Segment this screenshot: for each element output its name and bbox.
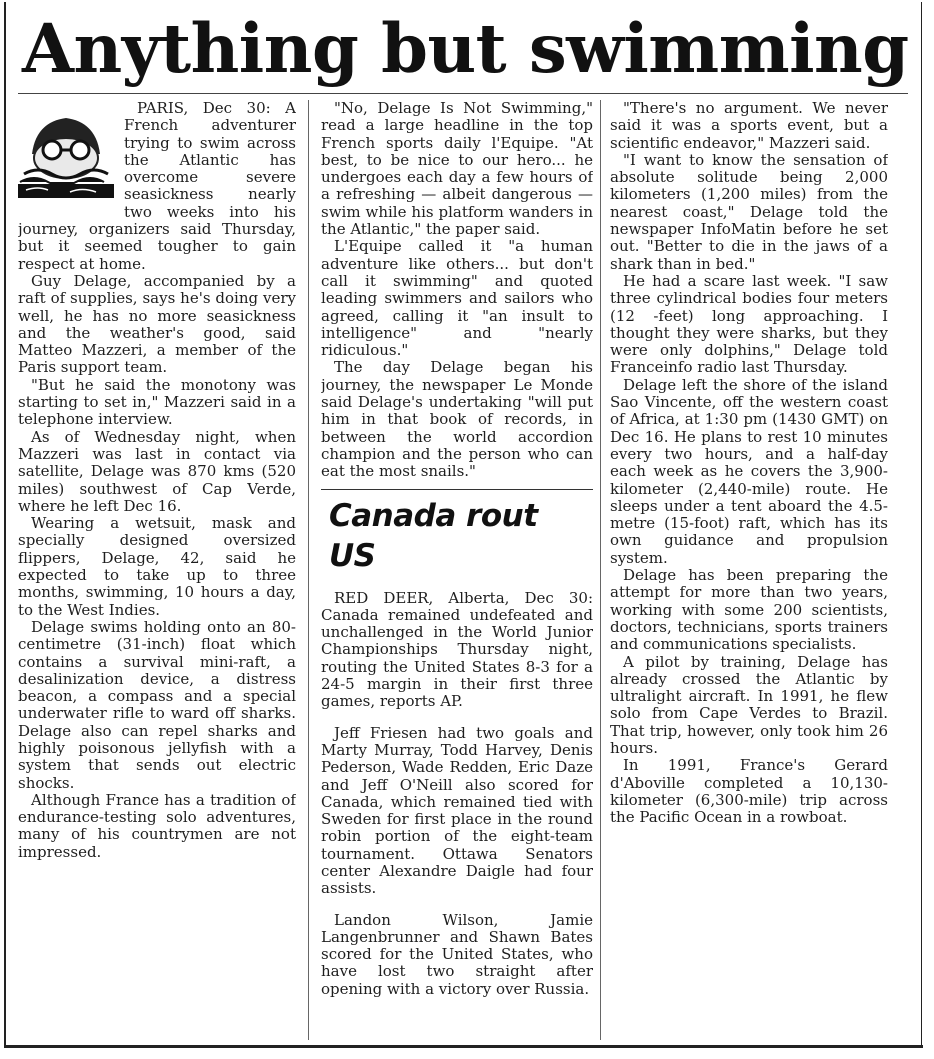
column-divider: [600, 100, 601, 1040]
sidebar-paragraph: Landon Wilson, Jamie Langenbrunner and Shawn Bates scored for the United States, who have lost two straight after opening with a victory over Russia.: [321, 910, 593, 998]
sidebar-headline: Canada rout US: [329, 497, 538, 574]
bottom-border: [4, 1045, 923, 1048]
article-paragraph: L'Equipe called it "a human adventure like others... but don't call it swimming" and quoted leading swimmers and sailors who agreed, calling it "an insult to intelligence" and "nearly ridiculous.": [321, 237, 593, 360]
section-rule: [321, 489, 593, 490]
right-border: [921, 2, 922, 1045]
column-1: [18, 100, 296, 1045]
article-paragraph: Delage has been preparing the attempt for more than two years, working with some 200 scientists, doctors, technicians, sports trainers and communications specialists.: [610, 566, 888, 654]
article-paragraph: "But he said the monotony was starting to set in," Mazzeri said in a telephone interview.: [18, 375, 296, 429]
column-divider: [308, 100, 309, 1040]
sidebar-paragraph: RED DEER, Alberta, Dec 30: Canada remained undefeated and unchallenged in the World Junior Championships Thursday night, routing the United States 8-3 for a 24-5 margin in their first three games, reports AP.: [321, 588, 593, 711]
article-paragraph: PARIS, Dec 30: A French adventurer trying to swim across the Atlantic has overcome severe seasickness nearly two weeks into his journey, organizers said Thursday, but it seemed tougher to gain respect at home.: [18, 100, 296, 273]
column-2: [321, 100, 593, 1045]
article-paragraph: He had a scare last week. "I saw three cylindrical bodies four meters (12 -feet) long approaching. I thought they were sharks, but they were only dolphins," Delage told Franceinfo radio last Thursday.: [610, 271, 888, 377]
left-border: [4, 2, 6, 1045]
headline-rule: [18, 93, 908, 94]
article-paragraph: Guy Delage, accompanied by a raft of supplies, says he's doing very well, he has no more seasickness and the weather's good, said Matteo Mazzeri, a member of the Paris support team.: [18, 271, 296, 377]
article-paragraph: "I want to know the sensation of absolute solitude being 2,000 kilometers (1,200 miles) from the nearest coast," Delage told the newspaper InfoMatin before he set out. "Better to die in the jaws of a shark than in bed.": [610, 150, 888, 273]
article-paragraph: The day Delage began his journey, the newspaper Le Monde said Delage's undertaking "will put him in that book of records, in between the world accordion champion and the person who can eat the most snails.": [321, 358, 593, 481]
article-paragraph: Wearing a wetsuit, mask and specially designed oversized flippers, Delage, 42, said he expected to take up to three months, swimming, 10 hours a day, to the West Indies.: [18, 514, 296, 619]
article-paragraph: "No, Delage Is Not Swimming," read a large headline in the top French sports daily l'Equipe. "At best, to be nice to our hero... he undergoes each day a few hours of a refreshing — albeit dangerous — swim while his platform wanders in the Atlantic," the paper said.: [321, 100, 593, 239]
article-paragraph: Delage swims holding onto an 80-centimetre (31-inch) float which contains a survival mini-raft, a desalinization device, a distress beacon, a compass and a special underwater rifle to ward off sharks. Delage also can repel sharks and highly poisonous jellyfish with a system that sends out electric shocks.: [18, 617, 296, 792]
column-3: [610, 100, 888, 1045]
article-paragraph: Although France has a tradition of endurance-testing solo adventures, many of his countrymen are not impressed.: [18, 790, 296, 861]
article-paragraph: A pilot by training, Delage has already crossed the Atlantic by ultralight aircraft. In 1991, he flew solo from Cape Verdes to Brazil. That trip, however, only took him 26 hours.: [610, 652, 888, 757]
swimmer-portrait-icon: [18, 102, 114, 200]
sidebar-paragraph: Jeff Friesen had two goals and Marty Murray, Todd Harvey, Denis Pederson, Wade Redden, Eric Daze and Jeff O'Neill also scored for Canada, which remained tied with Sweden for first place in the round robin portion of the eight-team tournament. Ottawa Senators center Alexandre Daigle had four assists.: [321, 723, 593, 898]
article-paragraph: "There's no argument. We never said it was a sports event, but a scientific endeavor," Mazzeri said.: [610, 100, 888, 152]
article-paragraph: In 1991, France's Gerard d'Aboville completed a 10,130-kilometer (6,300-mile) trip across the Pacific Ocean in a rowboat.: [610, 756, 888, 827]
article-paragraph: As of Wednesday night, when Mazzeri was last in contact via satellite, Delage was 870 kms (520 miles) southwest of Cap Verde, where he left Dec 16.: [18, 427, 296, 515]
article-paragraph: Delage left the shore of the island Sao Vincente, off the western coast of Africa, at 1:30 pm (1430 GMT) on Dec 16. He plans to rest 10 minutes every two hours, and a half-day each week as he covers the 3,900-kilometer (2,440-mile) route. He sleeps under a tent aboard the 4.5-metre (15-foot) raft, which has its own guidance and propulsion system.: [610, 375, 888, 567]
article-headline: Anything but swimming: [22, 9, 909, 88]
